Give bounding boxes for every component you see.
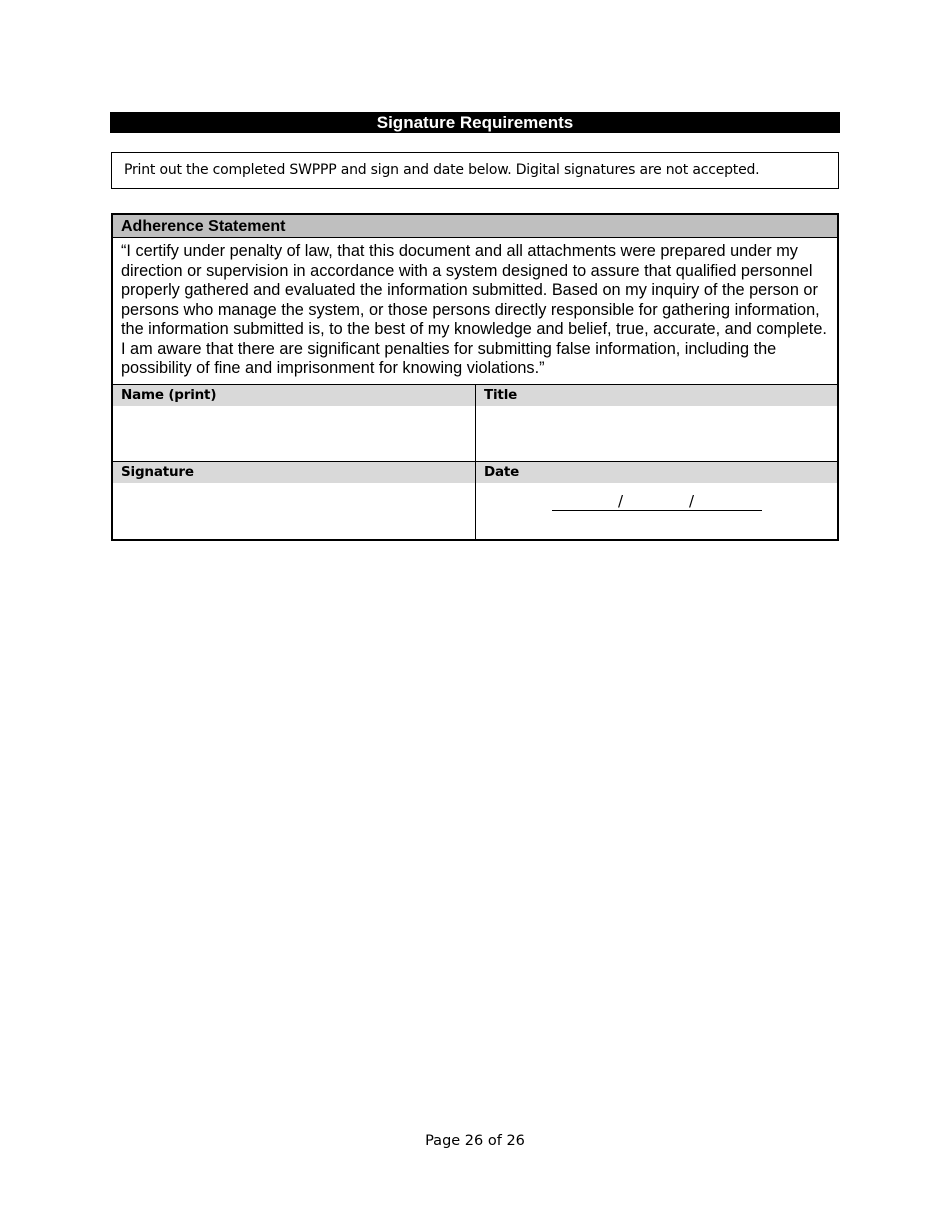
title-label: Title <box>476 385 837 406</box>
date-blank-line[interactable] <box>552 492 762 511</box>
page-number: Page 26 of 26 <box>425 1133 525 1149</box>
section-title: Signature Requirements <box>110 112 840 133</box>
name-print-label: Name (print) <box>113 385 475 406</box>
date-label: Date <box>476 462 837 483</box>
instruction-box: Print out the completed SWPPP and sign and date below. Digital signatures are not accepted. <box>111 152 839 189</box>
adherence-table <box>111 213 839 541</box>
name-print-field[interactable] <box>113 385 476 462</box>
adherence-header: Adherence Statement <box>113 215 837 238</box>
title-field[interactable] <box>476 385 837 462</box>
date-separator-2: / <box>689 492 695 510</box>
date-separator-1: / <box>618 492 624 510</box>
adherence-statement: “I certify under penalty of law, that this document and all attachments were prepared under my direction or supervision in accordance with a system designed to assure that qualified personnel properly gathered and evaluated the information submitted. Based on my inquiry of the person or persons who manage the system, or those persons directly responsible for gathering information, the information submitted is, to the best of my knowledge and belief, true, accurate, and complete. I am aware that there are significant penalties for submitting false information, including the possibility of fine and imprisonment for knowing violations.” <box>113 238 837 385</box>
signature-field[interactable] <box>113 462 476 539</box>
date-field[interactable] <box>476 462 837 539</box>
signature-label: Signature <box>113 462 475 483</box>
